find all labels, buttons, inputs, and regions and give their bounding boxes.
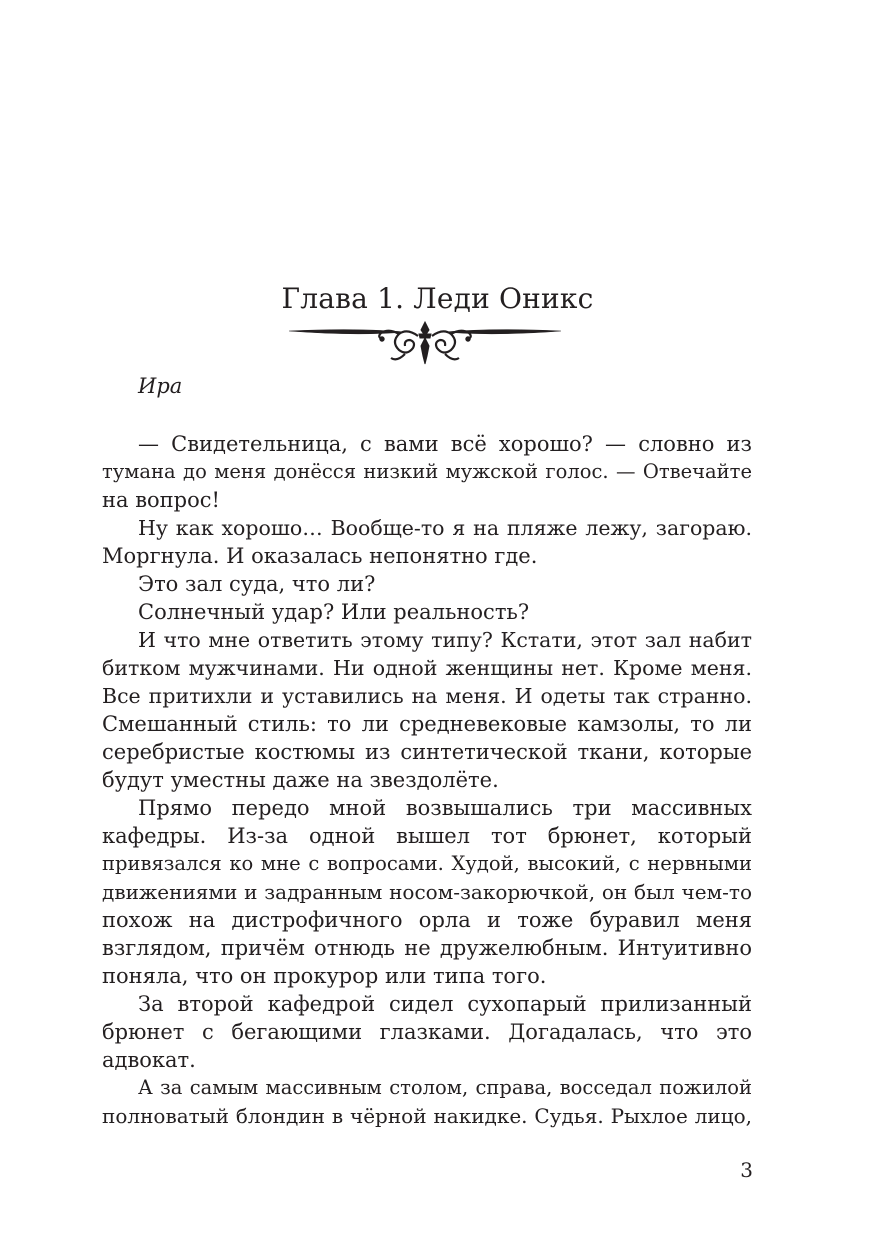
text-line: движениями и задранным носом-закорючкой, он был чем-то bbox=[102, 880, 752, 904]
text-line: поняла, что он прокурор или типа того. bbox=[102, 964, 547, 988]
text-line: И что мне ответить этому типу? Кстати, этот зал набит bbox=[138, 628, 752, 652]
text-line: серебристые костюмы из синтетической ткани, которые bbox=[102, 740, 752, 764]
text-line: Смешанный стиль: то ли средневековые камзолы, то ли bbox=[102, 712, 752, 736]
pov-heading: Ира bbox=[138, 374, 183, 398]
text-line: Это зал суда, что ли? bbox=[138, 572, 376, 596]
chapter-title: Глава 1. Леди Оникс bbox=[281, 282, 594, 315]
text-line: полноватый блондин в чёрной накидке. Судья. Рыхлое лицо, bbox=[102, 1104, 752, 1128]
text-line: За второй кафедрой сидел сухопарый прилизанный bbox=[138, 992, 752, 1016]
text-line: адвокат. bbox=[102, 1048, 196, 1072]
paragraph bbox=[102, 514, 752, 570]
chapter-ornament-icon bbox=[287, 320, 563, 366]
text-line: взглядом, причём отнюдь не дружелюбным. Интуитивно bbox=[102, 936, 752, 960]
text-line: битком мужчинами. Ни одной женщины нет. Кроме меня. bbox=[102, 656, 752, 680]
text-line: брюнет с бегающими глазками. Догадалась, что это bbox=[102, 1020, 752, 1044]
paragraph bbox=[102, 1074, 752, 1130]
text-line: кафедры. Из-за одной вышел тот брюнет, который bbox=[102, 824, 752, 848]
text-line: Солнечный удар? Или реальность? bbox=[138, 600, 530, 624]
paragraph bbox=[102, 990, 752, 1074]
text-line: будут уместны даже на звездолёте. bbox=[102, 768, 499, 792]
text-line: тумана до меня донёсся низкий мужской голос. — Отвечайте bbox=[102, 460, 752, 483]
paragraph bbox=[102, 570, 752, 598]
text-line: Прямо передо мной возвышались три массивных bbox=[138, 796, 752, 820]
text-line: — Свидетельница, с вами всё хорошо? — словно из bbox=[138, 432, 752, 456]
text-line: А за самым массивным столом, справа, восседал пожилой bbox=[138, 1076, 752, 1099]
body-text bbox=[102, 430, 752, 1130]
text-line: Ну как хорошо… Вообще-то я на пляже лежу, загораю. bbox=[138, 516, 752, 540]
page-number: 3 bbox=[740, 1158, 753, 1182]
text-line: на вопрос! bbox=[102, 488, 220, 512]
paragraph bbox=[102, 430, 752, 514]
text-line: Моргнула. И оказалась непонятно где. bbox=[102, 544, 538, 568]
text-line: Все притихли и уставились на меня. И одеты так странно. bbox=[102, 684, 752, 708]
text-line: похож на дистрофичного орла и тоже буравил меня bbox=[102, 908, 752, 932]
paragraph bbox=[102, 626, 752, 794]
paragraph bbox=[102, 794, 752, 990]
text-line: привязался ко мне с вопросами. Худой, высокий, с нервными bbox=[102, 852, 752, 875]
paragraph bbox=[102, 598, 752, 626]
